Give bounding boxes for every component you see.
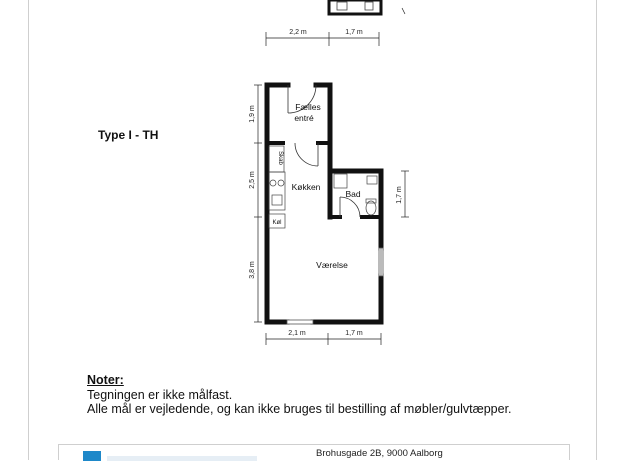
- room-label-kol: Køl: [272, 220, 282, 226]
- dim-room-height: 3,8 m: [249, 261, 256, 279]
- footer: [58, 444, 570, 460]
- footer-address: Brohusgade 2B, 9000 Aalborg: [316, 448, 443, 459]
- room-label-faelles: Fælles: [295, 102, 321, 112]
- notes-line-2: Alle mål er vejledende, og kan ikke bruges til bestilling af møbler/gulvtæpper.: [87, 402, 512, 416]
- room-labels: [273, 102, 361, 270]
- dim-bath-height: 1,7 m: [396, 186, 403, 204]
- room-label-vaerelse: Værelse: [316, 260, 348, 270]
- dim-entry-height: 1,9 m: [249, 105, 256, 123]
- dim-bottom-right: 1,7 m: [345, 330, 363, 337]
- company-logo-wordmark: [107, 456, 257, 461]
- notes-line-1: Tegningen er ikke målfast.: [87, 387, 233, 402]
- notes-heading: Noter:: [87, 373, 124, 387]
- plan-type-title: Type I - TH: [98, 128, 159, 142]
- dim-bottom-left: 2,1 m: [288, 330, 306, 337]
- notes-section: [87, 373, 512, 417]
- dim-top-right: 1,7 m: [345, 29, 363, 36]
- room-label-skab: Skab: [277, 151, 283, 165]
- dim-kitchen-height: 2,5 m: [249, 171, 256, 189]
- dim-top-left: 2,2 m: [289, 29, 307, 36]
- room-label-entre: entré: [294, 113, 314, 123]
- walls: [267, 85, 381, 322]
- previous-plan-fragment: [266, 0, 405, 46]
- room-label-bad: Bad: [345, 189, 361, 199]
- room-label-koekken: Køkken: [291, 182, 321, 192]
